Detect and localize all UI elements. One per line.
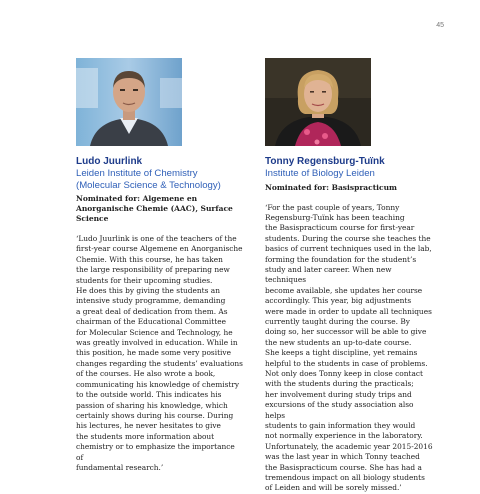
portrait-man-image [76,58,182,146]
portrait-photo [265,58,371,146]
nomination-line: Nominated for: Basispracticum [265,182,397,192]
nominee-name: Ludo Juurlink [76,156,143,167]
nominee-bio: ‘Ludo Juurlink is one of the teachers of the first-year course Algemene en Anorganische Chemie. With this course, he has taken the large responsibility of preparing new students for their upcoming studies. He does this by giving the students an intensive study programme, demanding a great deal of dedication from them. As chairman of the Educational Committee for Molecular Science and Technology, he was greatly involved in education. While in this position, he made some very positive changes regarding the students’ evaluations of the courses. He also wrote a book, communicating his knowledge of chemistry to the outside world. This indicates his passion of sharing his knowledge, which certainly shows during his course. During his lectures, he never hesitates to give the students more information about chemistry or to emphasize the importance of fundamental research.’ [76,234,243,472]
nominee-institute: Institute of Biology Leiden [265,168,375,179]
nominee-bio: ‘For the past couple of years, Tonny Regensburg-Tuïnk has been teaching the Basispracticum course for first-year students. During the course she teaches the basics of current techniques used in the lab, forming the foundation for the student’s study and later career. When new techniques become available, she updates her course accordingly. This year, big adjustments were made in order to update all techniques currently taught during the course. By doing so, her successor will be able to give the new students an up-to-date course. She keeps a tight discipline, yet remains helpful to the students in case of problems. Not only does Tonny keep in close contact with the students during the practicals; her involvement during study trips and excursions of the study association also helps students to gain information they would not normally experience in the laboratory. Unfortunately, the academic year 2015-2016 was the last year in which Tonny teached the Basispracticum course. She has had a tremendous impact on all biology students of Leiden and will be sorely missed.’ [265,202,433,493]
portrait-woman-image [265,58,371,146]
nominee-institute: Leiden Institute of Chemistry (Molecular Science & Technology) [76,168,221,191]
nominee-column-left [76,58,244,473]
page-number: 45 [436,22,444,29]
portrait-photo [76,58,182,146]
nomination-line: Nominated for: Algemene en Anorganische Chemie (AAC), Surface Science [76,194,233,223]
nominee-name: Tonny Regensburg-Tuïnk [265,156,385,167]
nominee-column-right [265,58,433,494]
